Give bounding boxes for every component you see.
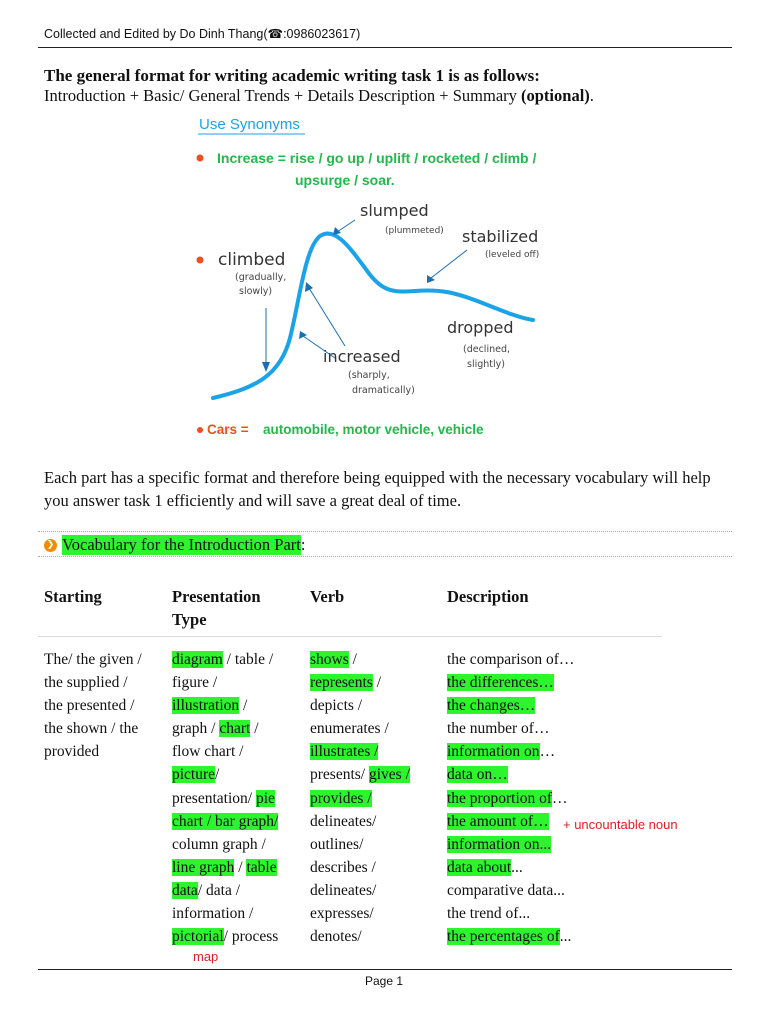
increased-label: increased bbox=[323, 347, 401, 366]
presentation-type-line bbox=[172, 694, 278, 717]
presentation-type-line bbox=[172, 879, 278, 902]
presentation-type-line bbox=[172, 856, 278, 879]
description-line bbox=[447, 810, 574, 833]
header-presentation-type bbox=[172, 585, 261, 631]
starting-column bbox=[44, 648, 142, 763]
highlighted-term: the percentages of bbox=[447, 928, 560, 946]
presentation-type-column bbox=[172, 648, 278, 948]
slumped-label: slumped bbox=[360, 201, 429, 220]
verb-line bbox=[310, 694, 410, 717]
increased-arrowhead-1 bbox=[305, 282, 313, 292]
presentation-type-line bbox=[172, 925, 278, 948]
presentation-type-line bbox=[172, 717, 278, 740]
term-text: column graph / bbox=[172, 835, 266, 853]
increased-note-2: dramatically) bbox=[352, 385, 415, 396]
page-subtitle bbox=[44, 86, 594, 106]
presentation-type-line bbox=[172, 671, 278, 694]
highlighted-term: table bbox=[246, 858, 277, 876]
description-line bbox=[447, 717, 574, 740]
slumped-note: (plummeted) bbox=[385, 226, 444, 236]
stabilized-label: stabilized bbox=[462, 227, 539, 246]
section-rule-top bbox=[38, 531, 732, 532]
header-verb: Verb bbox=[310, 587, 345, 606]
highlighted-term: represents bbox=[310, 674, 373, 692]
term-text: / data / bbox=[197, 881, 241, 899]
description-line bbox=[447, 925, 574, 948]
footer-divider bbox=[38, 969, 732, 970]
highlighted-term: the differences… bbox=[447, 674, 554, 692]
term-text: figure / bbox=[172, 674, 218, 692]
term-text: graph / bbox=[172, 720, 220, 738]
highlighted-term: shows bbox=[310, 651, 349, 668]
starting-phrase: provided bbox=[44, 743, 100, 761]
description-line bbox=[447, 902, 574, 925]
verb-line bbox=[310, 671, 410, 694]
description-line bbox=[447, 648, 574, 671]
slumped-arrowhead bbox=[333, 227, 341, 235]
cars-bullet bbox=[197, 427, 203, 433]
section-heading bbox=[44, 535, 305, 555]
stabilized-note: (leveled off) bbox=[485, 250, 540, 260]
figure-heading: Use Synonyms bbox=[199, 116, 300, 133]
dropped-note-2: slightly) bbox=[467, 359, 505, 370]
description-line bbox=[447, 740, 574, 763]
term-text: / bbox=[348, 651, 357, 668]
slumped-arrow bbox=[337, 220, 355, 232]
description-line bbox=[447, 856, 574, 879]
climbed-label: climbed bbox=[218, 250, 286, 270]
term-text: presentation/ bbox=[172, 789, 256, 807]
highlighted-term: gives / bbox=[368, 766, 410, 784]
section-rule-bottom bbox=[38, 556, 732, 557]
highlighted-term: line graph bbox=[172, 858, 235, 876]
term-text: / process bbox=[223, 928, 279, 946]
starting-phrase: the supplied / bbox=[44, 674, 128, 692]
climbed-arrowhead bbox=[262, 362, 270, 372]
highlighted-term: illustration bbox=[172, 697, 240, 715]
term-text: presents/ bbox=[310, 766, 369, 784]
description-line bbox=[447, 694, 574, 717]
term-text: depicts / bbox=[310, 697, 363, 715]
term-text: … bbox=[539, 743, 556, 761]
term-text: expresses/ bbox=[310, 905, 374, 923]
verb-line bbox=[310, 925, 410, 948]
climbed-note-2: slowly) bbox=[239, 286, 273, 297]
starting-phrase: the presented / bbox=[44, 697, 135, 715]
term-text: describes / bbox=[310, 858, 376, 876]
term-text: / bbox=[234, 858, 247, 876]
highlighted-term: information on bbox=[447, 743, 540, 761]
highlighted-term: data on… bbox=[447, 766, 508, 784]
term-text: enumerates / bbox=[310, 720, 389, 738]
verb-line bbox=[310, 648, 410, 671]
highlighted-term: the changes… bbox=[447, 697, 536, 715]
term-text: comparative data... bbox=[447, 881, 565, 899]
starting-phrase: the shown / the bbox=[44, 720, 139, 738]
description-line bbox=[447, 763, 574, 786]
highlighted-term: picture bbox=[172, 766, 216, 784]
highlighted-term: the proportion of bbox=[447, 789, 553, 807]
highlighted-term: pictorial bbox=[172, 928, 224, 946]
stabilized-arrow bbox=[431, 250, 467, 278]
term-text: the comparison of… bbox=[447, 651, 575, 668]
highlighted-term: chart / bar graph/ bbox=[172, 812, 279, 830]
presentation-type-line bbox=[172, 763, 278, 786]
verb-line bbox=[310, 833, 410, 856]
dropped-note-1: (declined, bbox=[463, 344, 510, 355]
highlighted-term: diagram bbox=[172, 651, 223, 668]
verb-line bbox=[310, 879, 410, 902]
presentation-type-line bbox=[172, 833, 278, 856]
term-text: the number of… bbox=[447, 720, 550, 738]
header-divider bbox=[38, 47, 732, 48]
intro-paragraph: Each part has a specific format and therefore being equipped with the necessary vocabulary will help you answer task 1 efficiently and will save a great deal of time. bbox=[44, 468, 711, 510]
table-header-divider bbox=[38, 636, 662, 637]
increase-synonyms: Increase = rise / go up / uplift / rocketed / climb / bbox=[217, 150, 537, 166]
header-starting: Starting bbox=[44, 587, 102, 606]
climbed-note-1: (gradually, bbox=[235, 272, 287, 283]
description-note: + uncountable noun bbox=[563, 817, 678, 832]
page-header: Collected and Edited by Do Dinh Thang(☎:0986023617) bbox=[44, 27, 361, 41]
page-number: Page 1 bbox=[364, 974, 404, 988]
cars-label: Cars = bbox=[207, 422, 249, 437]
term-text: / bbox=[215, 766, 220, 784]
highlighted-term: data bbox=[172, 881, 198, 899]
section-label: Vocabulary for the Introduction Part bbox=[62, 535, 301, 554]
description-line bbox=[447, 671, 574, 694]
term-text: outlines/ bbox=[310, 835, 364, 853]
term-text: ... bbox=[559, 928, 572, 946]
verb-line bbox=[310, 763, 410, 786]
verb-line bbox=[310, 902, 410, 925]
highlighted-term: provides / bbox=[310, 789, 372, 807]
description-line bbox=[447, 879, 574, 902]
verb-column bbox=[310, 648, 410, 948]
term-text: delineates/ bbox=[310, 881, 377, 899]
increased-note-1: (sharply, bbox=[348, 370, 390, 381]
verb-line bbox=[310, 740, 410, 763]
description-line bbox=[447, 787, 574, 810]
subtitle-optional: (optional) bbox=[521, 86, 590, 105]
increase-bullet bbox=[197, 155, 204, 162]
type-note: map bbox=[193, 949, 219, 964]
term-text: / table / bbox=[222, 651, 274, 668]
term-text: denotes/ bbox=[310, 928, 362, 946]
term-text: / bbox=[250, 720, 259, 738]
presentation-type-line bbox=[172, 740, 278, 763]
term-text: … bbox=[552, 789, 568, 807]
header-description: Description bbox=[447, 587, 529, 606]
term-text: / bbox=[372, 674, 382, 692]
subtitle-end: . bbox=[589, 86, 594, 105]
term-text: ... bbox=[511, 858, 523, 876]
highlighted-term: chart bbox=[219, 720, 251, 738]
subtitle-main: Introduction + Basic/ General Trends + Details Description + Summary bbox=[44, 86, 522, 105]
description-line bbox=[447, 833, 574, 856]
verb-line bbox=[310, 810, 410, 833]
starting-phrase: The/ the given / bbox=[44, 651, 142, 668]
page-title: The general format for writing academic writing task 1 is as follows: bbox=[44, 66, 540, 85]
term-text: information / bbox=[172, 905, 254, 923]
presentation-type-line bbox=[172, 648, 278, 671]
trend-vocabulary-figure bbox=[185, 108, 565, 443]
verb-line bbox=[310, 787, 410, 810]
increase-synonyms-cont: upsurge / soar. bbox=[295, 172, 395, 188]
increased-arrow-1 bbox=[309, 288, 345, 346]
verb-line bbox=[310, 717, 410, 740]
presentation-type-line bbox=[172, 902, 278, 925]
cars-synonyms: automobile, motor vehicle, vehicle bbox=[263, 422, 484, 437]
term-text: delineates/ bbox=[310, 812, 377, 830]
verb-line bbox=[310, 856, 410, 879]
term-text: / bbox=[239, 697, 248, 715]
term-text: the trend of... bbox=[447, 905, 531, 923]
header-type-line-2: Type bbox=[172, 610, 207, 629]
highlighted-term: data about bbox=[447, 858, 512, 876]
dropped-label: dropped bbox=[447, 318, 514, 337]
description-column bbox=[447, 648, 574, 948]
climbed-bullet bbox=[197, 257, 204, 264]
highlighted-term: information on... bbox=[447, 835, 552, 853]
highlighted-term: the amount of… bbox=[447, 812, 549, 830]
presentation-type-line bbox=[172, 810, 278, 833]
highlighted-term: pie bbox=[255, 789, 275, 807]
presentation-type-line bbox=[172, 787, 278, 810]
chevron-right-icon: ❯ bbox=[44, 539, 57, 552]
section-suffix: : bbox=[300, 535, 306, 554]
header-type-line-1: Presentation bbox=[172, 587, 261, 606]
highlighted-term: illustrates / bbox=[310, 743, 379, 761]
term-text: flow chart / bbox=[172, 743, 244, 761]
